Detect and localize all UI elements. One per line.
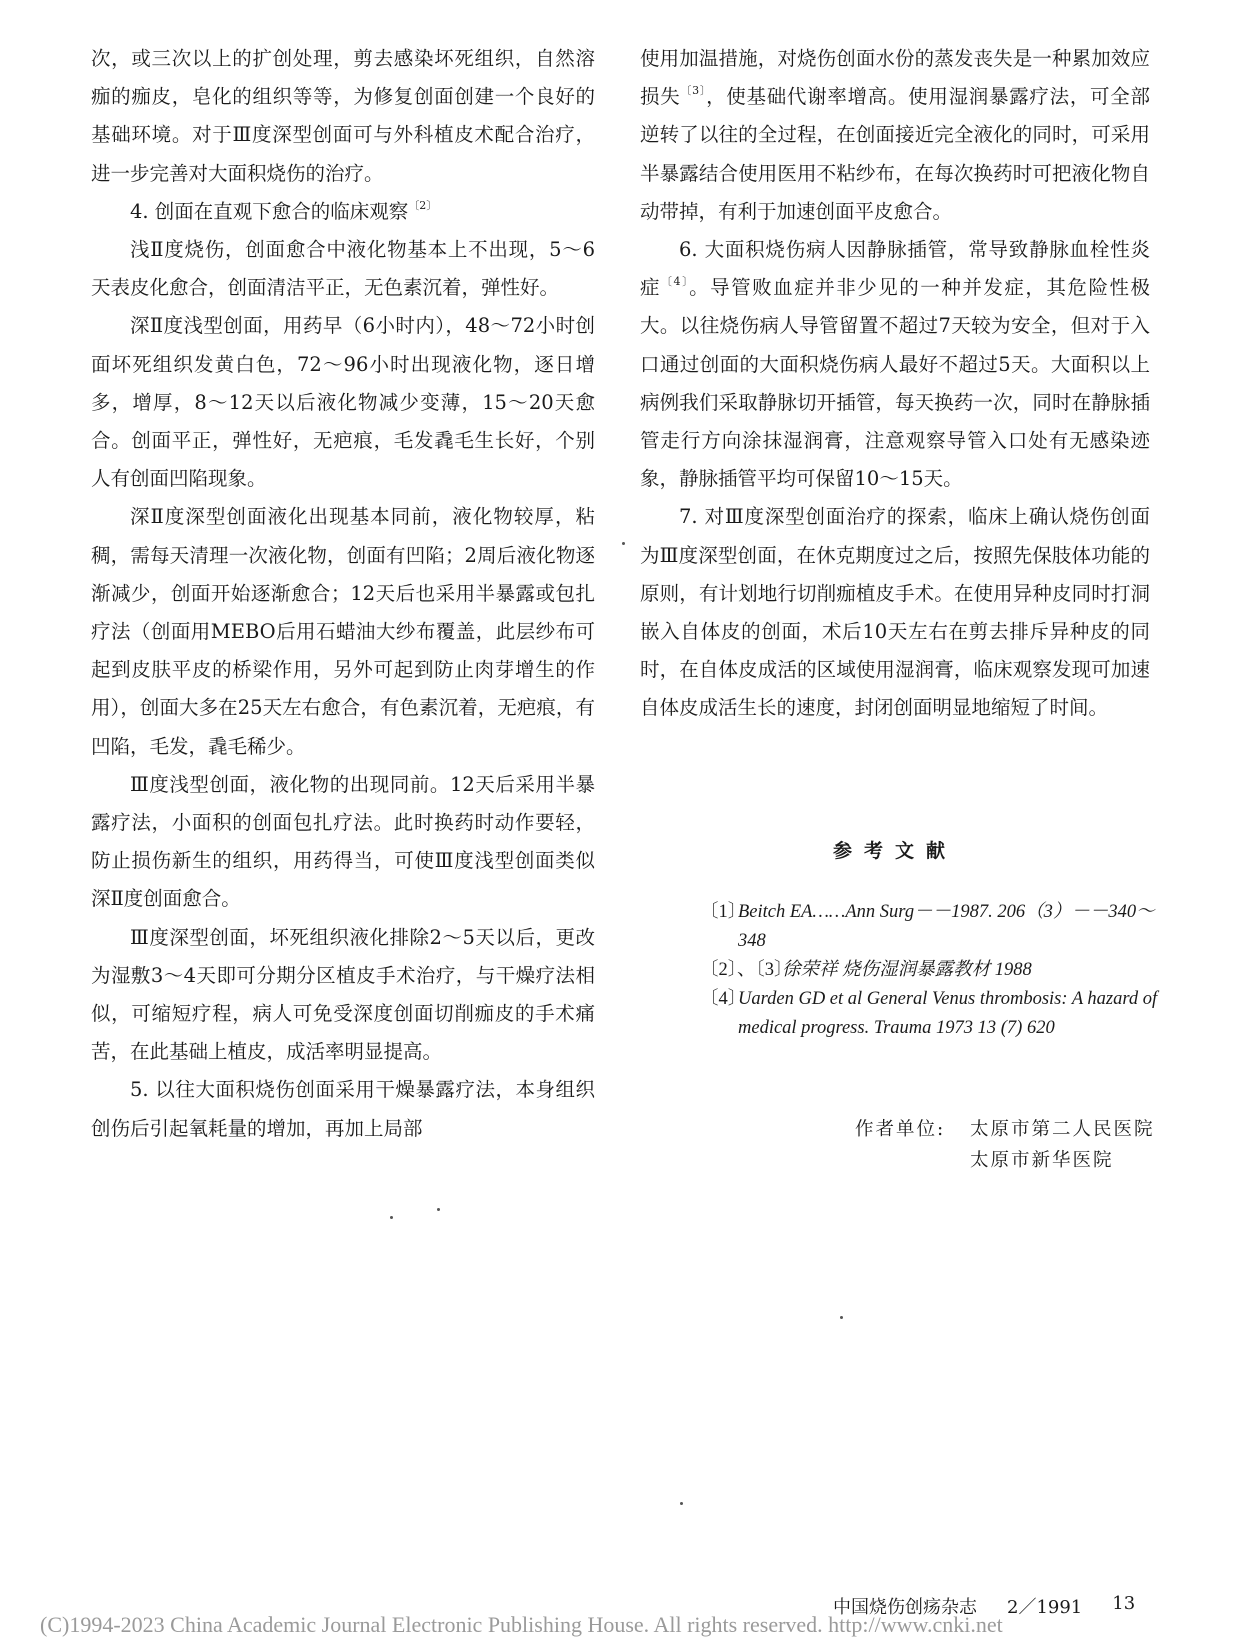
scan-speck	[622, 542, 625, 545]
paragraph: 深Ⅱ度深型创面液化出现基本同前，液化物较厚，粘稠，需每天清理一次液化物，创面有凹陷；2周后液化物逐渐减少，创面开始逐渐愈合；12天后也采用半暴露或包扎疗法（创面用MEBO后用石蜡油大纱布覆盖，此层纱布可起到皮肤平皮的桥梁作用，另外可起到防止肉芽增生的作用），创面大多在25天左右愈合，有色素沉着，无疤痕，有凹陷，毛发，毳毛稀少。	[91, 505, 595, 758]
citation: 〔3〕	[680, 84, 707, 98]
reference-text: Uarden GD et al General Venus thrombosis: A hazard of medical progress. Trauma 1973 13 (7) 620	[738, 989, 1158, 1038]
reference-text: 徐荣祥 烧伤湿润暴露教材 1988	[782, 960, 1032, 980]
reference-list	[700, 898, 1160, 1043]
references-heading: 参考文献	[832, 840, 957, 862]
reference-item	[700, 985, 1160, 1043]
scan-speck	[437, 1208, 440, 1211]
affiliation-line: 太原市第二人民医院	[970, 1119, 1155, 1140]
citation: 〔2〕	[408, 198, 438, 212]
copyright-watermark: (C)1994-2023 China Academic Journal Electronic Publishing House. All rights reserved. http://www.cnki.net	[40, 1612, 1003, 1637]
scan-speck	[840, 1316, 843, 1319]
right-column	[640, 40, 1150, 728]
paragraph: 浅Ⅱ度烧伤，创面愈合中液化物基本上不出现，5～6天表皮化愈合，创面清洁平正，无色素沉着，弹性好。	[91, 238, 595, 300]
scan-speck	[680, 1502, 683, 1505]
reference-text: Beitch EA……Ann Surg－－1987. 206（3）－－340～348	[738, 902, 1155, 951]
reference-number: 〔2〕、〔3〕	[700, 960, 793, 980]
reference-item	[700, 956, 1160, 985]
author-affiliation	[855, 1114, 1155, 1176]
scan-speck	[390, 1216, 393, 1219]
page-number: 13	[1112, 1593, 1136, 1614]
paragraph: 7. 对Ⅲ度深型创面治疗的探索，临床上确认烧伤创面为Ⅲ度深型创面，在休克期度过之后，按照先保肢体功能的原则，有计划地行切削痂植皮手术。在使用异种皮同时打洞嵌入自体皮的创面，术后10天左右在剪去排斥异种皮的同时，在自体皮成活的区域使用湿润膏，临床观察发现可加速自体皮成活生长的速度，封闭创面明显地缩短了时间。	[640, 505, 1150, 720]
citation: 〔4〕	[661, 275, 690, 289]
paragraph: Ⅲ度浅型创面，液化物的出现同前。12天后采用半暴露疗法，小面积的创面包扎疗法。此时换药时动作要轻，防止损伤新生的组织，用药得当，可使Ⅲ度浅型创面类似深Ⅱ度创面愈合。	[91, 772, 595, 911]
issue-number: 2／1991	[1007, 1597, 1083, 1618]
paragraph: Ⅲ度深型创面，坏死组织液化排除2～5天以后，更改为湿敷3～4天即可分期分区植皮手术治疗，与干燥疗法相似，可缩短疗程，病人可免受深度创面切削痂皮的手术痛苦，在此基础上植皮，成活率明显提高。	[91, 925, 595, 1064]
paragraph: 5. 以往大面积烧伤创面采用干燥暴露疗法，本身组织创伤后引起氧耗量的增加，再加上局部	[91, 1078, 595, 1140]
affiliation-label: 作者单位:	[855, 1119, 946, 1140]
journal-name: 中国烧伤创疡杂志	[833, 1597, 977, 1618]
reference-number: 〔1〕	[700, 902, 747, 922]
paragraph: 次，或三次以上的扩创处理，剪去感染坏死组织，自然溶痂的痂皮，皂化的组织等等，为修复创面创建一个良好的基础环境。对于Ⅲ度深型创面可与外科植皮术配合治疗，进一步完善对大面积烧伤的治疗。	[91, 47, 595, 185]
paragraph: 使用加温措施，对烧伤创面水份的蒸发丧失是一种累加效应损失$^{〔3〕}$，使基础代谢率增高。使用湿润暴露疗法，可全部逆转了以往的全过程，在创面接近完全液化的同时，可采用半暴露结合使用医用不粘纱布，在每次换药时可把液化物自动带掉，有利于加速创面平皮愈合。	[640, 47, 1150, 223]
affiliation-line: 太原市新华医院	[970, 1150, 1114, 1171]
reference-item	[700, 898, 1160, 956]
paragraph: 深Ⅱ度浅型创面，用药早（6小时内），48～72小时创面坏死组织发黄白色，72～96小时出现液化物，逐日增多，增厚，8～12天以后液化物减少变薄，15～20天愈合。创面平正，弹性好，无疤痕，毛发毳毛生长好，个别人有创面凹陷现象。	[91, 314, 595, 491]
left-column	[91, 40, 595, 1148]
reference-number: 〔4〕	[700, 989, 747, 1009]
paragraph: 6. 大面积烧伤病人因静脉插管，常导致静脉血栓性炎症$^{〔4〕}$。导管败血症并非少见的一种并发症，其危险性极大。以往烧伤病人导管留置不超过7天较为安全，但对于入口通过创面的大面积烧伤病人最好不超过5天。大面积以上病例我们采取静脉切开插管，每天换药一次，同时在静脉插管走行方向涂抹湿润膏，注意观察导管入口处有无感染迹象，静脉插管平均可保留10～15天。	[640, 238, 1150, 491]
section-heading-4: 4. 创面在直观下愈合的临床观察$^{〔2〕}$	[130, 198, 438, 223]
